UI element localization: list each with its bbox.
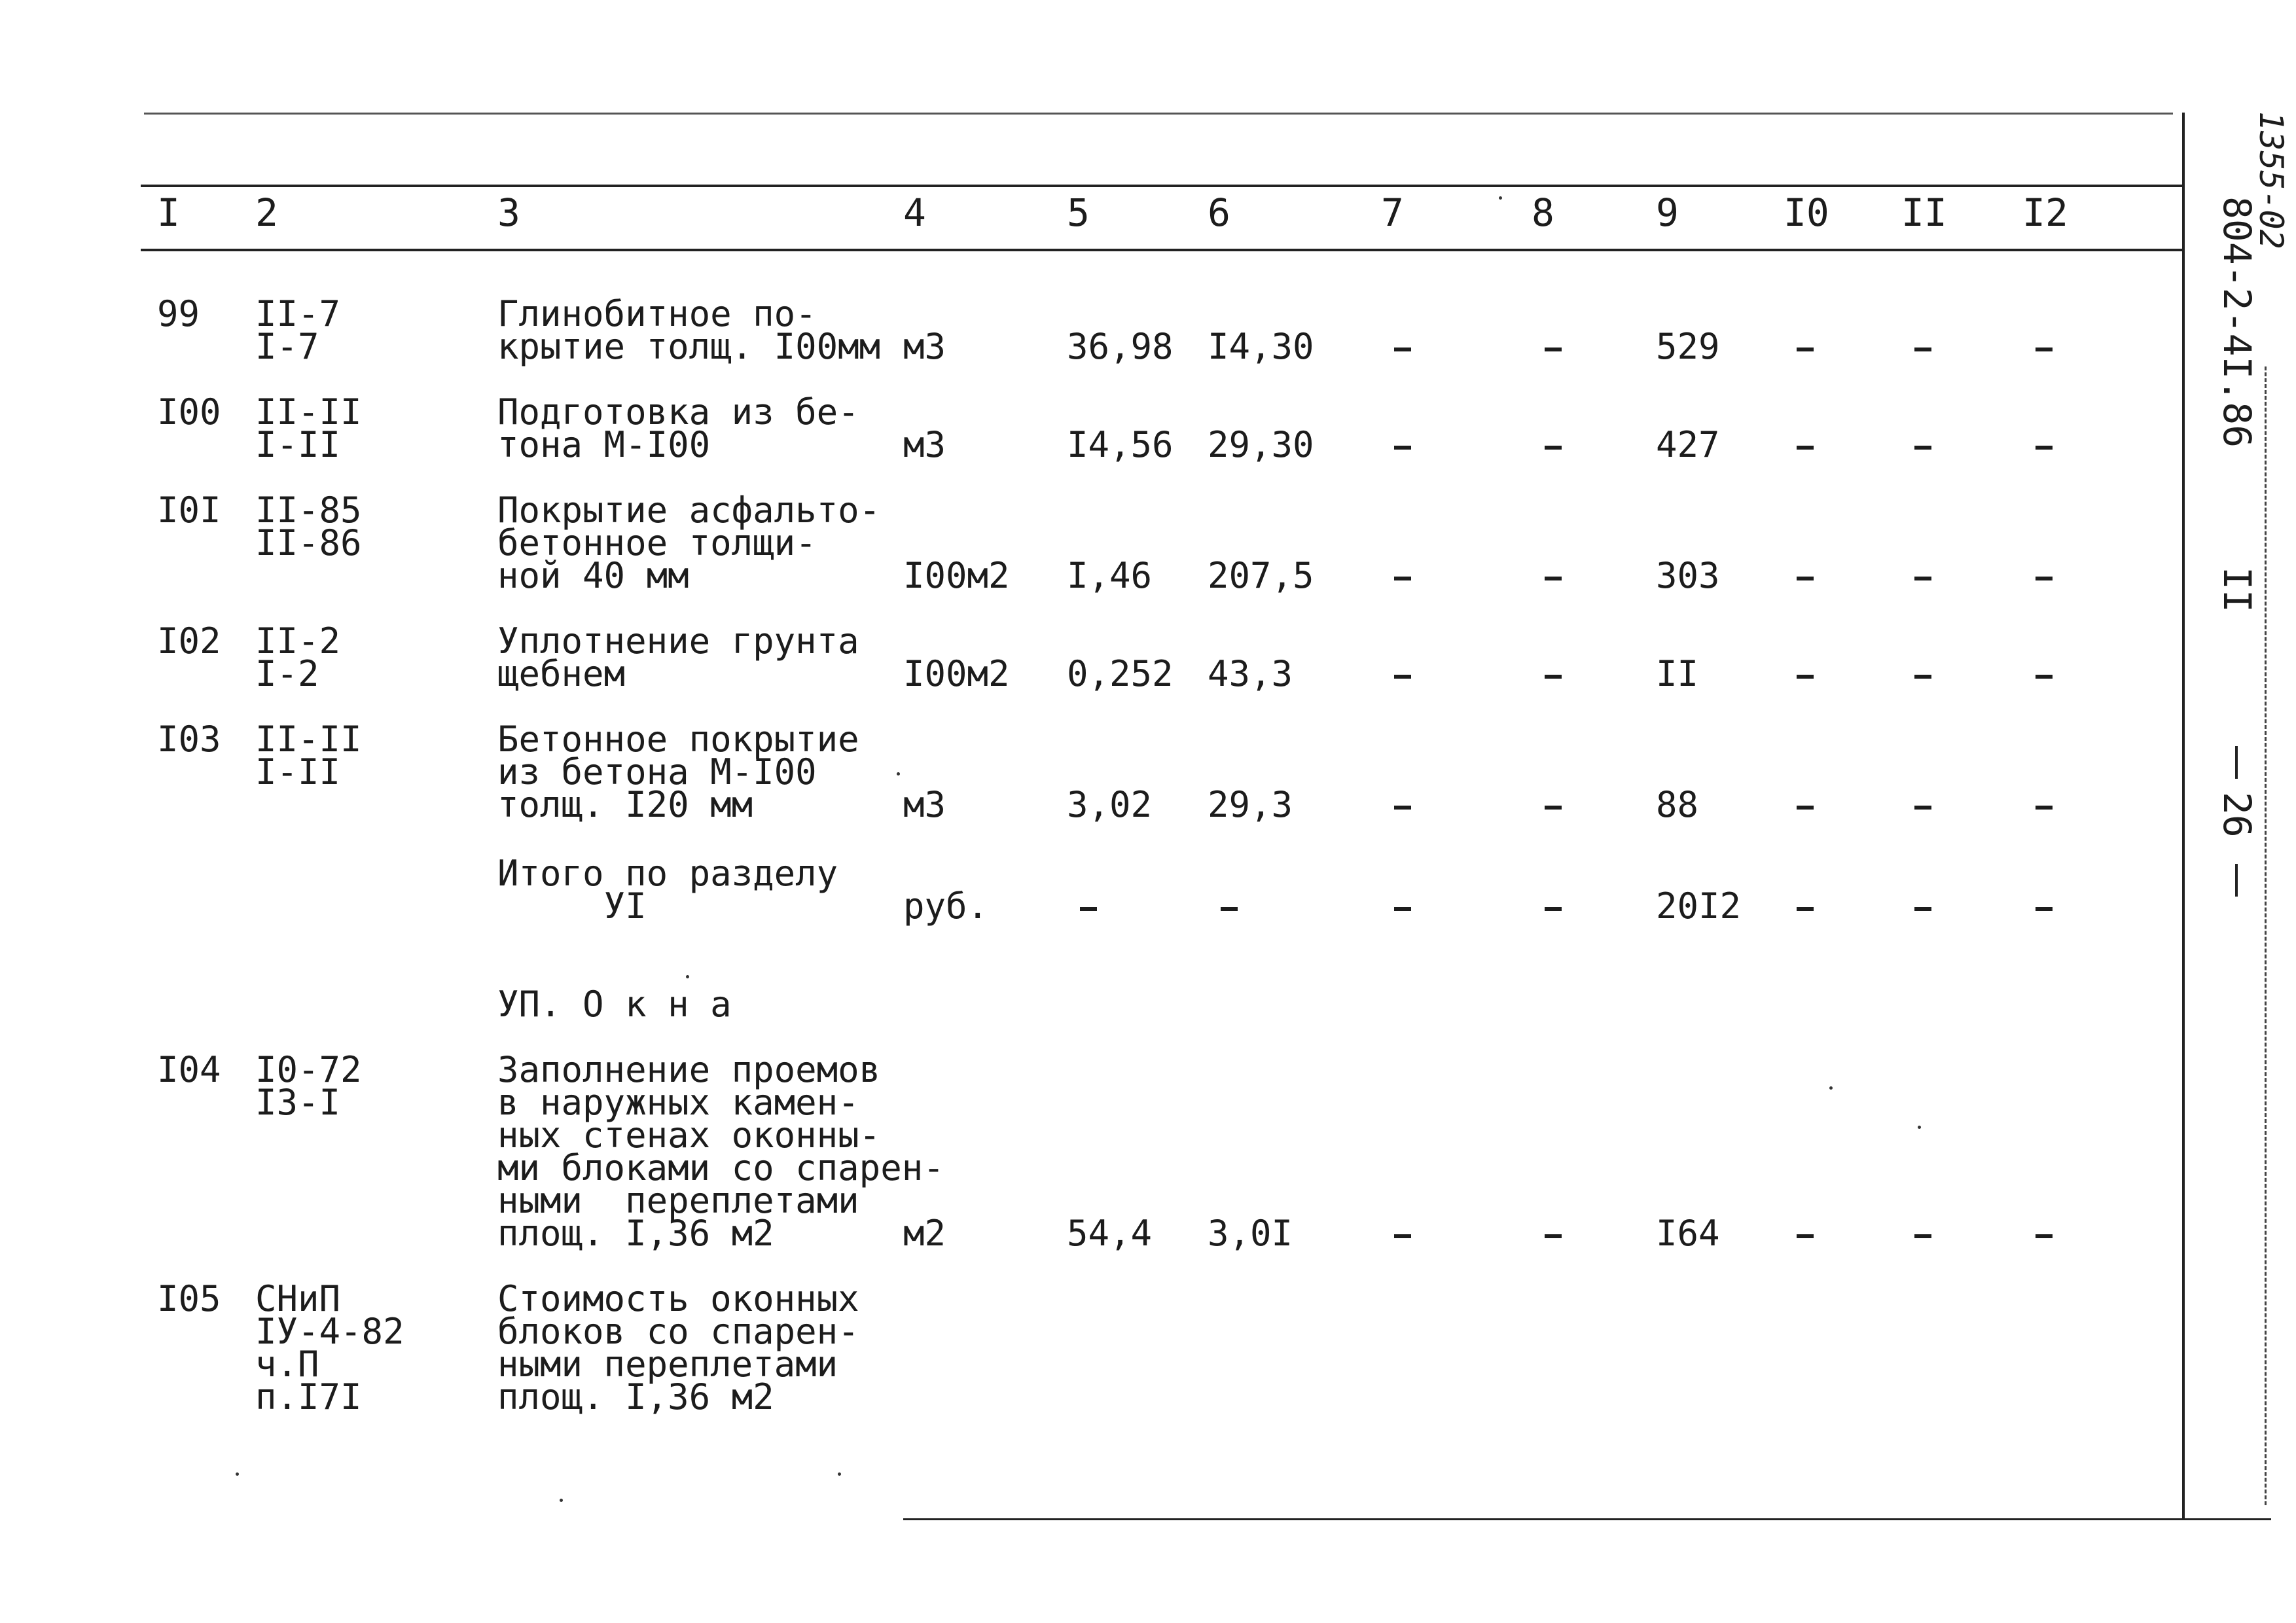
page-number-dash-bottom: [2235, 864, 2238, 897]
row-price: I4,30: [1208, 326, 1314, 367]
scan-speck: [1499, 196, 1502, 200]
empty-dash: [1797, 577, 1814, 580]
row-name-line: Уплотнение грунта: [497, 620, 859, 662]
empty-dash: [1545, 1234, 1562, 1238]
right-border-line: [2182, 113, 2185, 1520]
column-header: I0: [1784, 190, 1829, 235]
row-code-line: I-II: [255, 424, 341, 465]
row-qty: 36,98: [1067, 326, 1174, 367]
empty-dash: [1797, 348, 1814, 351]
row-qty: 0,252: [1067, 653, 1174, 694]
column-header: 9: [1656, 190, 1679, 235]
side-page-number: 26: [2215, 792, 2259, 838]
empty-dash: [2036, 1234, 2053, 1238]
row-unit: руб.: [903, 885, 989, 927]
empty-dash: [1797, 675, 1814, 679]
row-name-line: Глинобитное по-: [497, 293, 817, 334]
row-name-line: в наружных камен-: [497, 1082, 859, 1123]
header-top-rule: [141, 185, 2183, 187]
row-name-line: Заполнение проемов: [497, 1049, 881, 1090]
empty-dash: [1914, 577, 1931, 580]
empty-dash: [1394, 907, 1411, 911]
column-header: I: [157, 190, 180, 235]
scan-speck: [560, 1499, 563, 1502]
row-number: I05: [157, 1278, 221, 1319]
empty-dash: [2036, 348, 2053, 351]
scan-speck: [1829, 1086, 1833, 1090]
column-header: 5: [1067, 190, 1090, 235]
row-code-line: II-85: [255, 490, 362, 531]
scan-speck: [1918, 1126, 1921, 1129]
row-name-line: ными переплетами: [497, 1180, 859, 1221]
top-border-line: [144, 113, 2173, 115]
side-doc-number: 804-2-4I.86: [2215, 196, 2259, 448]
empty-dash: [1914, 1234, 1931, 1238]
header-bottom-rule: [141, 249, 2183, 251]
empty-dash: [1797, 1234, 1814, 1238]
row-code-line: СНиП: [255, 1278, 341, 1319]
column-header: II: [1901, 190, 1947, 235]
scan-speck: [838, 1472, 841, 1476]
row-price: 29,3: [1208, 784, 1293, 825]
row-total: I64: [1656, 1213, 1720, 1254]
empty-dash: [1914, 348, 1931, 351]
row-code-line: II-II: [255, 719, 362, 760]
row-qty: 54,4: [1067, 1213, 1153, 1254]
empty-dash: [1221, 907, 1238, 911]
row-total: 303: [1656, 555, 1720, 596]
scan-speck: [236, 1472, 239, 1476]
row-price: 207,5: [1208, 555, 1314, 596]
row-name-line: из бетона М-I00: [497, 751, 817, 793]
bottom-rule: [903, 1518, 2271, 1520]
row-number: I02: [157, 620, 221, 662]
row-number: I03: [157, 719, 221, 760]
row-name-line: Итого по разделу: [497, 853, 838, 894]
row-name-line: блоков со спарен-: [497, 1311, 859, 1352]
page-number-dash-top: [2235, 746, 2238, 779]
empty-dash: [1545, 907, 1562, 911]
row-name-line: тона М-I00: [497, 424, 711, 465]
row-code-line: п.I7I: [255, 1376, 362, 1418]
row-price: 29,30: [1208, 424, 1314, 465]
row-total: II: [1656, 653, 1699, 694]
row-code-line: II-86: [255, 522, 362, 563]
row-name-line: ной 40 мм: [497, 555, 689, 596]
row-number: I04: [157, 1049, 221, 1090]
row-unit: I00м2: [903, 555, 1010, 596]
row-code-line: I0-72: [255, 1049, 362, 1090]
column-header: 7: [1381, 190, 1404, 235]
empty-dash: [2036, 675, 2053, 679]
scan-speck: [686, 975, 689, 978]
column-header: 6: [1208, 190, 1230, 235]
row-price: 43,3: [1208, 653, 1293, 694]
row-name-line: ными переплетами: [497, 1344, 838, 1385]
row-code-line: ч.П: [255, 1344, 319, 1385]
row-name-line: ных стенах оконны-: [497, 1115, 881, 1156]
row-total: 427: [1656, 424, 1720, 465]
empty-dash: [1914, 446, 1931, 450]
column-header: 8: [1532, 190, 1554, 235]
empty-dash: [1545, 577, 1562, 580]
empty-dash: [1545, 806, 1562, 810]
row-unit: м2: [903, 1213, 946, 1254]
row-name-line: толщ. I20 мм: [497, 784, 753, 825]
row-unit: I00м2: [903, 653, 1010, 694]
row-qty: I,46: [1067, 555, 1153, 596]
empty-dash: [1394, 446, 1411, 450]
empty-dash: [1545, 675, 1562, 679]
empty-dash: [2036, 907, 2053, 911]
row-code-line: II-2: [255, 620, 341, 662]
row-name-line: крытие толщ. I00мм: [497, 326, 881, 367]
row-name-line: площ. I,36 м2: [497, 1213, 774, 1254]
row-code-line: II-7: [255, 293, 341, 334]
row-total: 20I2: [1656, 885, 1742, 927]
row-total: 88: [1656, 784, 1699, 825]
empty-dash: [2036, 806, 2053, 810]
row-unit: м3: [903, 424, 946, 465]
side-part: II: [2215, 567, 2259, 613]
margin-dotted-line: [2265, 366, 2267, 1505]
row-code-line: IУ-4-82: [255, 1311, 404, 1352]
row-name-line: ми блоками со спарен-: [497, 1147, 944, 1188]
row-code-line: I-2: [255, 653, 319, 694]
row-number: I0I: [157, 490, 221, 531]
empty-dash: [1914, 675, 1931, 679]
row-name-line: Стоимость оконных: [497, 1278, 859, 1319]
row-name-line: щебнем: [497, 653, 626, 694]
row-unit: м3: [903, 326, 946, 367]
row-code-line: I3-I: [255, 1082, 341, 1123]
empty-dash: [1797, 806, 1814, 810]
row-number: 99: [157, 293, 200, 334]
empty-dash: [1545, 348, 1562, 351]
empty-dash: [1080, 907, 1097, 911]
row-name-line: УI: [497, 885, 647, 927]
row-name-line: УП. О к н а: [497, 984, 732, 1025]
empty-dash: [2036, 446, 2053, 450]
empty-dash: [1394, 806, 1411, 810]
row-qty: I4,56: [1067, 424, 1174, 465]
empty-dash: [1394, 675, 1411, 679]
empty-dash: [1394, 348, 1411, 351]
empty-dash: [1394, 1234, 1411, 1238]
empty-dash: [1914, 907, 1931, 911]
row-name-line: Подготовка из бе-: [497, 391, 859, 433]
row-name-line: Бетонное покрытие: [497, 719, 859, 760]
row-name-line: Покрытие асфальто-: [497, 490, 881, 531]
column-header: 2: [255, 190, 278, 235]
row-unit: м3: [903, 784, 946, 825]
row-number: I00: [157, 391, 221, 433]
row-code-line: I-II: [255, 751, 341, 793]
column-header: 4: [903, 190, 926, 235]
empty-dash: [1394, 577, 1411, 580]
scan-speck: [897, 772, 900, 776]
row-name-line: площ. I,36 м2: [497, 1376, 774, 1418]
row-code-line: II-II: [255, 391, 362, 433]
row-qty: 3,02: [1067, 784, 1153, 825]
empty-dash: [2036, 577, 2053, 580]
row-price: 3,0I: [1208, 1213, 1293, 1254]
row-code-line: I-7: [255, 326, 319, 367]
row-name-line: бетонное толщи-: [497, 522, 817, 563]
row-total: 529: [1656, 326, 1720, 367]
empty-dash: [1545, 446, 1562, 450]
empty-dash: [1914, 806, 1931, 810]
side-code-top: 1355-02: [2252, 111, 2290, 249]
empty-dash: [1797, 907, 1814, 911]
empty-dash: [1797, 446, 1814, 450]
column-header: 3: [497, 190, 520, 235]
column-header: I2: [2022, 190, 2068, 235]
